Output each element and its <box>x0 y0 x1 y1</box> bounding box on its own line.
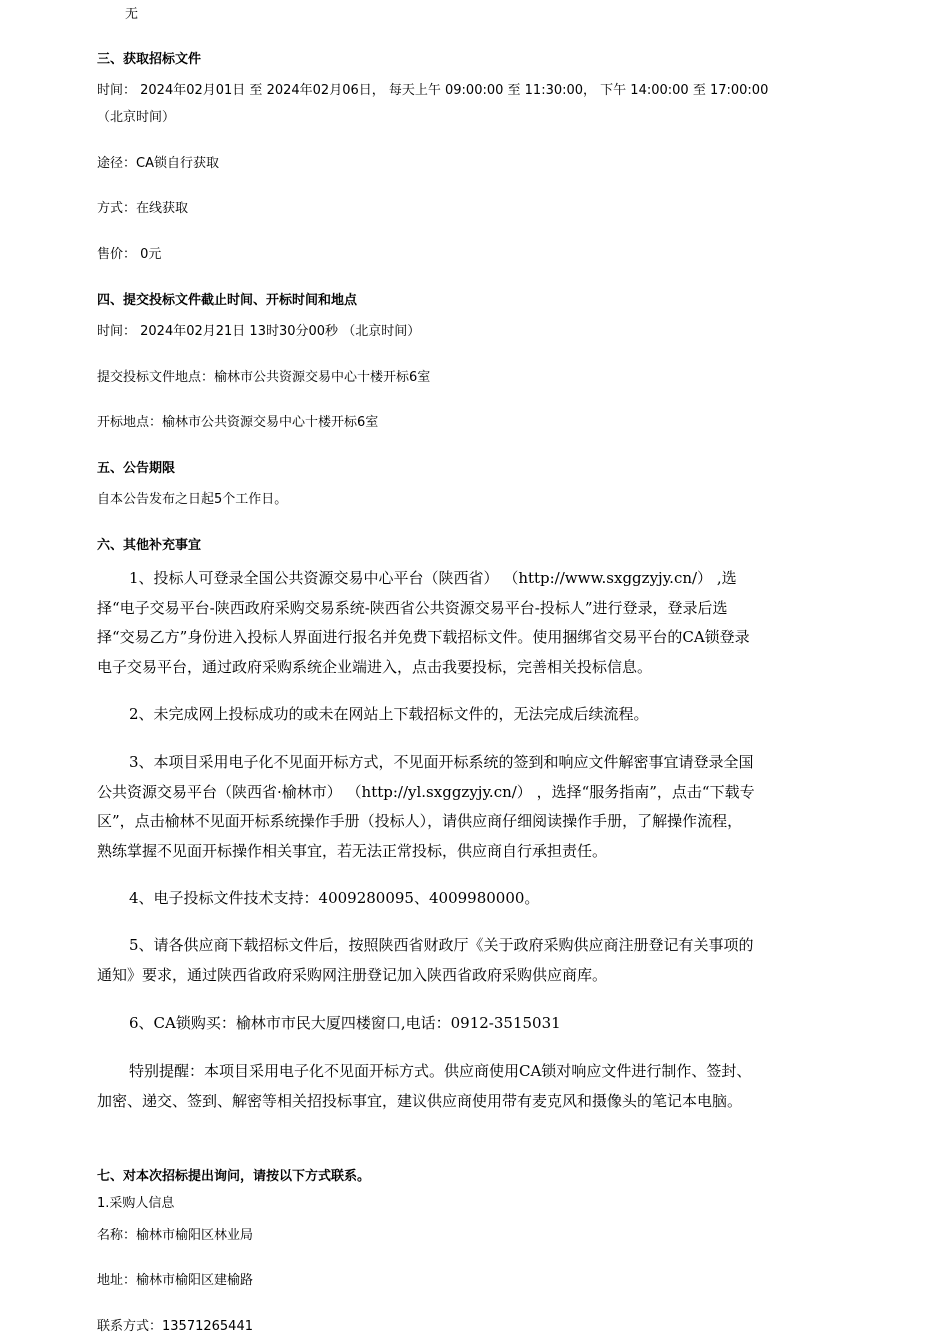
sec6-item-1: 1、投标人可登录全国公共资源交易中心平台（陕西省） （http://www.sxggzyjy.cn/） ,选择“电子交易平台-陕西政府采购交易系统-陕西省公共资源交易平台-投标人”进行登录，登录后选择“交易乙方”身份进入投标人界面进行报名并免费下载招标文件。使用捆绑省交易平台的CA锁登录电子交易平台，通过政府采购系统企业端进入，点击我要投标，完善相关投标信息。 <box>97 569 750 676</box>
section-6-title: 六、其他补充事宜 <box>97 538 202 553</box>
sec4-open-place: 开标地点：榆林市公共资源交易中心十楼开标6室 <box>97 415 379 430</box>
sec3-time-line2: （北京时间） <box>97 110 176 125</box>
sec6-item-5: 5、请各供应商下载招标文件后，按照陕西省财政厅《关于政府采购供应商注册登记有关事项的通知》要求，通过陕西省政府采购网注册登记加入陕西省政府采购供应商库。 <box>97 936 754 984</box>
sec3-time-line1: 时间： 2024年02月01日 至 2024年02月06日， 每天上午 09:00:00 至 11:30:00， 下午 14:00:00 至 17:00:00 <box>97 83 769 98</box>
sec3-method: 方式：在线获取 <box>97 201 189 216</box>
top-line: 无 <box>125 7 139 22</box>
section-3-title: 三、获取招标文件 <box>97 52 202 67</box>
sec6-item-2: 2、未完成网上投标成功的或未在网站上下载招标文件的，无法完成后续流程。 <box>129 705 649 723</box>
sec4-time: 时间： 2024年02月21日 13时30分00秒 （北京时间） <box>97 324 421 339</box>
sec3-route: 途径：CA锁自行获取 <box>97 156 219 171</box>
section-4-title: 四、提交投标文件截止时间、开标时间和地点 <box>97 293 358 308</box>
section-7-title: 七、对本次招标提出询问，请按以下方式联系。 <box>97 1169 371 1184</box>
sec7-subheading: 1.采购人信息 <box>97 1196 175 1211</box>
sec5-text: 自本公告发布之日起5个工作日。 <box>97 492 288 507</box>
section-5-title: 五、公告期限 <box>97 461 176 476</box>
sec3-price: 售价： 0元 <box>97 247 162 262</box>
sec6-item-3: 3、本项目采用电子化不见面开标方式，不见面开标系统的签到和响应文件解密事宜请登录全国公共资源交易平台（陕西省·榆林市） （http://yl.sxggzyjy.cn/） ，选择“服务指南”，点击“下载专区”，点击榆林不见面开标系统操作手册（投标人），请供应商仔细阅读操作手册，了解操作流程，熟练掌握不见面开标操作相关事宜，若无法正常投标，供应商自行承担责任。 <box>97 753 755 860</box>
sec7-address: 地址：榆林市榆阳区建榆路 <box>97 1273 254 1288</box>
sec7-contact: 联系方式：13571265441 <box>97 1319 253 1334</box>
sec6-item-4: 4、电子投标文件技术支持：4009280095、4009980000。 <box>129 889 540 907</box>
sec6-item-6: 6、CA锁购买：榆林市市民大厦四楼窗口,电话：0912-3515031 <box>129 1014 561 1032</box>
sec4-submit-place: 提交投标文件地点：榆林市公共资源交易中心十楼开标6室 <box>97 370 431 385</box>
sec6-special-reminder: 特别提醒：本项目采用电子化不见面开标方式。供应商使用CA锁对响应文件进行制作、签封、加密、递交、签到、解密等相关招投标事宜，建议供应商使用带有麦克风和摄像头的笔记本电脑。 <box>97 1062 752 1110</box>
sec7-name: 名称：榆林市榆阳区林业局 <box>97 1228 254 1243</box>
